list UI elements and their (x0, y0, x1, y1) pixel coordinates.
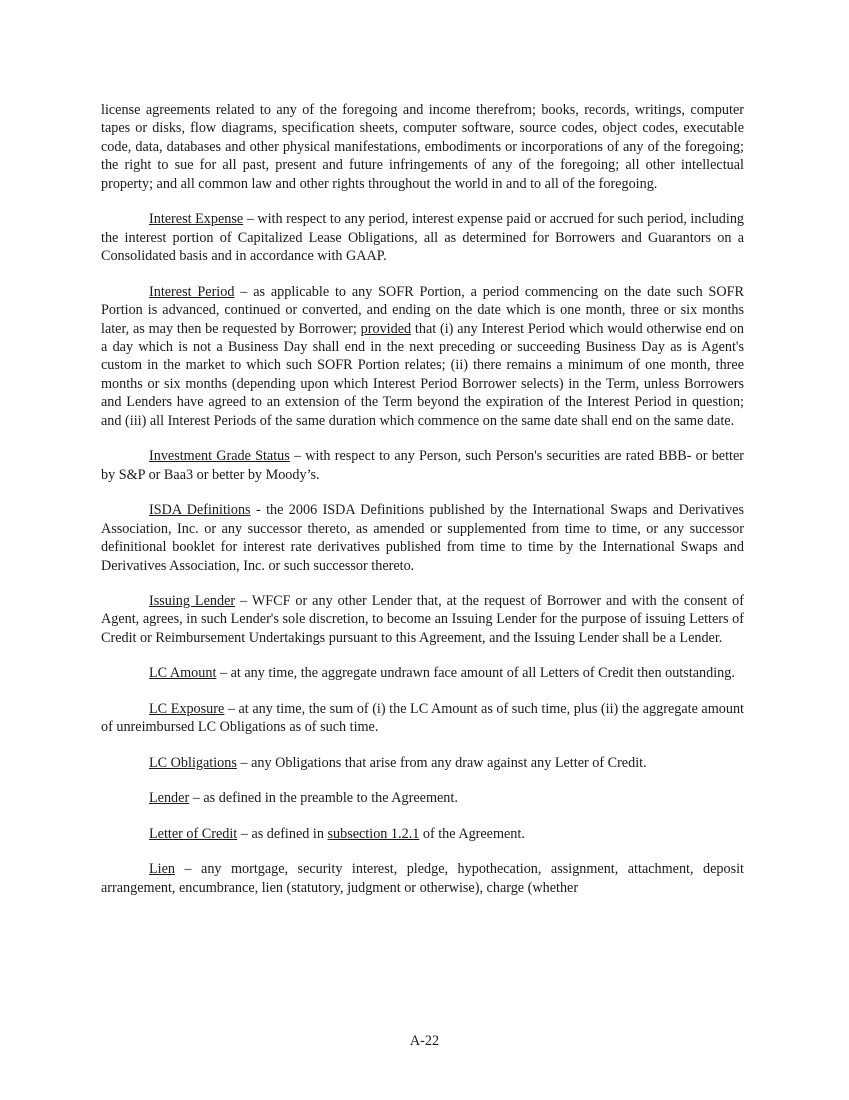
defined-term: Letter of Credit (149, 825, 238, 842)
definition-text-continued: that (i) any Interest Period which would otherwise end on a day which is not a Business Day shall end in the next preceding or succeeding Business Day as is Agent's custom in the market to which such SOFR Portion relates; (ii) there remains a minimum of one month, three months or six months (depending upon which Interest Period Borrower selects) in the Term, unless Borrowers and Lenders have agreed to an extension of the Term beyond the expiration of the Interest Period in question; and (iii) all Interest Periods of the same duration which commence on the same date shall end on the same date. (101, 320, 744, 429)
definition-text: – as defined in the preamble to the Agreement. (189, 790, 458, 807)
defined-term: Lien (149, 861, 175, 878)
defined-term: LC Obligations (149, 754, 237, 771)
definition-text-continued: of the Agreement. (419, 825, 525, 842)
definition-lender (101, 789, 744, 807)
defined-term: ISDA Definitions (149, 502, 251, 519)
definition-text: – at any time, the aggregate undrawn face amount of all Letters of Credit then outstanding. (216, 665, 735, 682)
defined-term: Investment Grade Status (149, 448, 290, 465)
defined-term: Lender (149, 790, 190, 807)
definition-text: – any Obligations that arise from any draw against any Letter of Credit. (236, 754, 647, 771)
definition-lien (101, 860, 744, 897)
definition-text: – WFCF or any other Lender that, at the request of Borrower and with the consent of Agent, agrees, in such Lender's sole discretion, to become an Issuing Lender for the purpose of issuing Letters of Credit or Reimbursement Undertakings pursuant to this Agreement, and the Issuing Lender shall be a Lender. (101, 592, 744, 646)
defined-term: LC Amount (149, 665, 217, 682)
definition-lc-amount (101, 664, 744, 682)
definition-text: – at any time, the sum of (i) the LC Amount as of such time, plus (ii) the aggregate amount of unreimbursed LC Obligations as of such time. (101, 700, 744, 736)
definition-investment-grade-status (101, 447, 744, 484)
definition-lc-obligations (101, 754, 744, 772)
document-page (101, 101, 744, 914)
intro-text: license agreements related to any of the foregoing and income therefrom; books, records, writings, computer tapes or disks, flow diagrams, specification sheets, computer software, source codes, object codes, executable code, data, databases and other physical manifestations, embodiments or incorporations of any of the foregoing; the right to sue for all past, present and future infringements of any of the foregoing; all other intellectual property; and all common law and other rights throughout the world in and to all of the foregoing. (101, 102, 744, 192)
defined-term: Interest Period (149, 283, 235, 300)
definition-text: – any mortgage, security interest, pledge, hypothecation, assignment, attachment, deposit arrangement, encumbrance, lien (statutory, judgment or otherwise), charge (whether (101, 861, 744, 896)
definition-text: - the 2006 ISDA Definitions published by the International Swaps and Derivatives Association, Inc. or any successor thereto, as amended or supplemented from time to time, or any successor definitional booklet for interest rate derivatives published from time to time by the International Swaps and Derivatives Association, Inc. or such successor thereto. (101, 502, 744, 574)
definition-lc-exposure (101, 700, 744, 737)
defined-term: Issuing Lender (149, 592, 236, 609)
definition-text: – as applicable to any SOFR Portion, a period commencing on the date such SOFR Portion is advanced, continued or converted, and ending on the date which is one month, three or six months later, as may then be requested by Borrower; (101, 283, 744, 337)
definition-interest-expense (101, 210, 744, 265)
provided-emphasis: provided (360, 320, 412, 337)
definition-text: – with respect to any Person, such Person's securities are rated BBB- or better by S&P or Baa3 or better by Moody’s. (101, 448, 744, 483)
definition-isda-definitions (101, 501, 744, 575)
subsection-reference: subsection 1.2.1 (327, 825, 420, 842)
definition-text: – as defined in (237, 825, 328, 842)
definition-text: – with respect to any period, interest expense paid or accrued for such period, including the interest portion of Capitalized Lease Obligations, all as determined for Borrowers and Guarantors on a Consolidated basis and in accordance with GAAP. (101, 211, 745, 265)
page-number: A-22 (409, 1033, 440, 1049)
definition-interest-period (101, 283, 744, 431)
definition-issuing-lender (101, 592, 744, 647)
defined-term: Interest Expense (149, 211, 244, 228)
defined-term: LC Exposure (149, 700, 225, 717)
intro-paragraph (101, 101, 744, 193)
definition-letter-of-credit (101, 825, 744, 843)
